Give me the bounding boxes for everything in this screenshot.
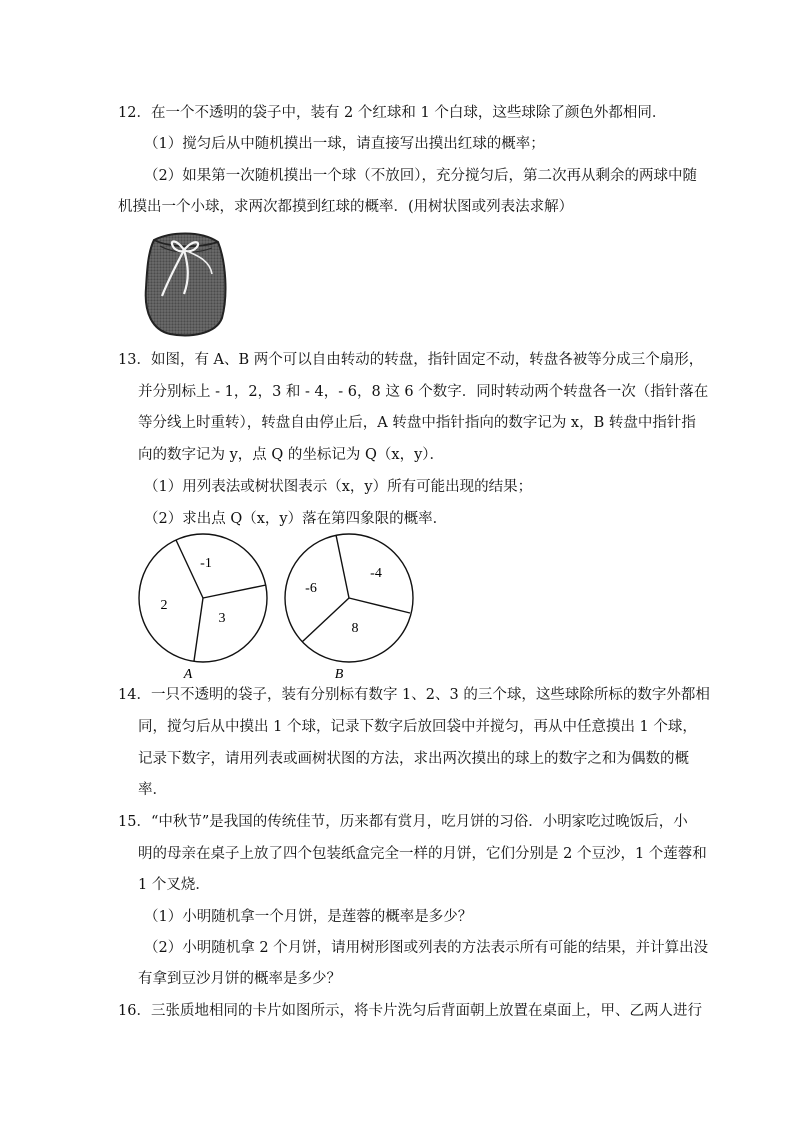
p13-question-1: （1）用列表法或树状图表示（x，y）所有可能出现的结果； xyxy=(144,479,533,495)
spinner-b-sector-2: -6 xyxy=(305,581,317,596)
bag-illustration xyxy=(140,226,230,338)
p16-stem-line1: 16．三张质地相同的卡片如图所示，将卡片洗匀后背面朝上放置在桌面上，甲、乙两人进行 xyxy=(118,1003,702,1019)
p13-stem-line2: 并分别标上 - 1，2，3 和 - 4，- 6，8 这 6 个数字．同时转动两个转盘各一次（指针落在 xyxy=(138,384,709,400)
spinners-figure xyxy=(130,530,430,684)
spinner-a-label: A xyxy=(183,667,193,682)
p15-question-2-line1: （2）小明随机拿 2 个月饼，请用树形图或列表的方法表示所有可能的结果，并计算出没 xyxy=(144,940,709,956)
spinner-a-sector-1: -1 xyxy=(200,556,212,571)
p15-question-2-line2: 有拿到豆沙月饼的概率是多少？ xyxy=(138,971,341,987)
p12-question-2-line1: （2）如果第一次随机摸出一个球（不放回），充分搅匀后，第二次再从剩余的两球中随 xyxy=(144,168,697,184)
p14-stem-line3: 记录下数字，请用列表或画树状图的方法，求出两次摸出的球上的数字之和为偶数的概 xyxy=(138,751,689,767)
spinner-b-sector-1: -4 xyxy=(370,566,382,581)
p14-stem-line2: 同，搅匀后从中摸出 1 个球，记录下数字后放回袋中并搅匀，再从中任意摸出 1 个球， xyxy=(138,719,697,735)
p15-question-1: （1）小明随机拿一个月饼，是莲蓉的概率是多少？ xyxy=(144,909,473,925)
p12-question-2-line2: 机摸出一个小球，求两次都摸到红球的概率．(用树状图或列表法求解） xyxy=(118,199,574,215)
p15-stem-line2: 明的母亲在桌子上放了四个包装纸盒完全一样的月饼，它们分别是 2 个豆沙，1 个莲蓉和 xyxy=(138,846,707,862)
p15-stem-line3: 1 个叉烧． xyxy=(138,877,210,893)
spinner-a xyxy=(139,534,267,662)
p13-question-2: （2）求出点 Q（x，y）落在第四象限的概率． xyxy=(144,511,448,527)
p14-stem-line1: 14．一只不透明的袋子，装有分别标有数字 1、2、3 的三个球，这些球除所标的数字外都相 xyxy=(118,687,710,703)
p14-stem-line4: 率． xyxy=(138,782,167,798)
spinner-b-label: B xyxy=(334,667,344,682)
p13-stem-line1: 13．如图，有 A、B 两个可以自由转动的转盘，指针固定不动，转盘各被等分成三个扇形， xyxy=(118,352,704,368)
p15-stem-line1: 15．“中秋节”是我国的传统佳节，历来都有赏月，吃月饼的习俗．小明家吃过晚饭后，小 xyxy=(118,814,688,830)
spinner-a-sector-3: 3 xyxy=(218,611,226,626)
p12-stem: 12．在一个不透明的袋子中，装有 2 个红球和 1 个白球，这些球除了颜色外都相同． xyxy=(118,105,667,121)
p13-stem-line3: 等分线上时重转），转盘自由停止后，A 转盘中指针指向的数字记为 x，B 转盘中指针指 xyxy=(138,415,696,431)
p13-stem-line4: 向的数字记为 y，点 Q 的坐标记为 Q（x，y）． xyxy=(138,447,445,463)
spinner-a-sector-2: 2 xyxy=(160,598,168,613)
p12-question-1: （1）搅匀后从中随机摸出一球，请直接写出摸出红球的概率； xyxy=(144,136,545,152)
spinner-b xyxy=(285,534,413,662)
spinner-b-sector-3: 8 xyxy=(351,621,359,636)
